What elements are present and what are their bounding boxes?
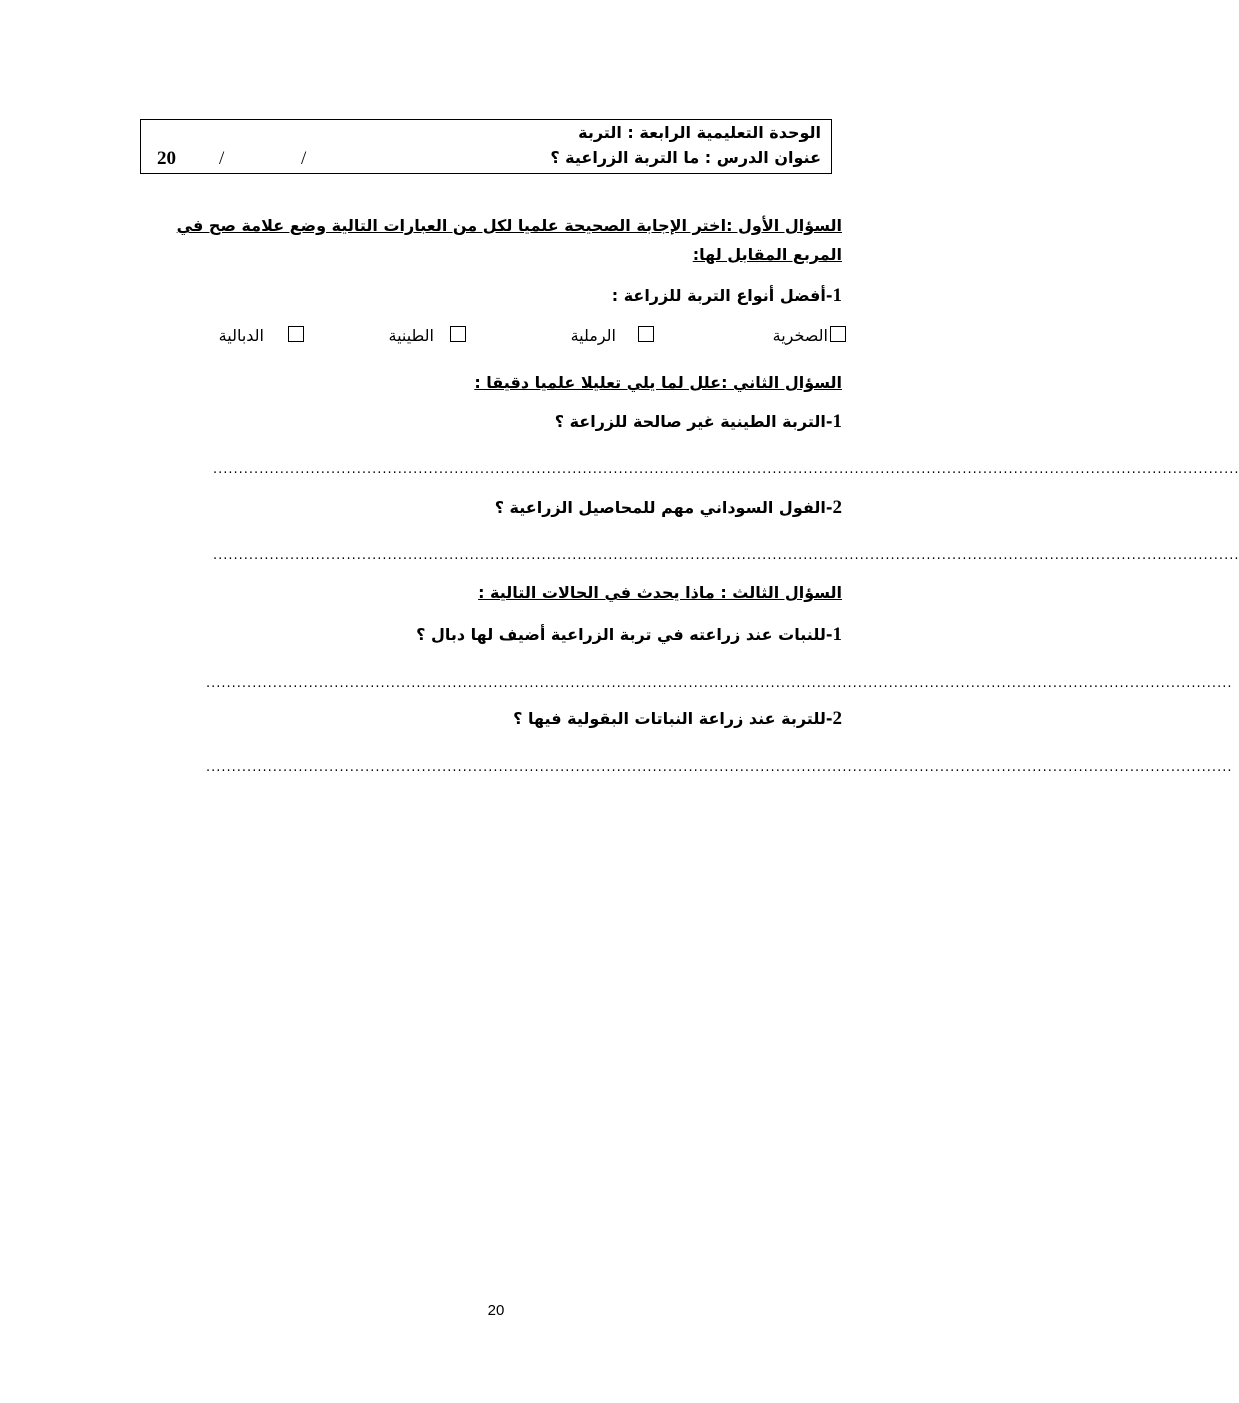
date-field xyxy=(141,148,341,170)
choice-label: الصخرية xyxy=(772,326,828,345)
header-box xyxy=(140,119,832,174)
checkbox[interactable] xyxy=(288,326,304,342)
item-number: 1 xyxy=(832,285,842,306)
choice-label: الدبالية xyxy=(218,326,264,345)
item-text: -للتربة عند زراعة النباتات البقولية فيها ؟ xyxy=(513,709,833,728)
unit-title: الوحدة التعليمية الرابعة : التربة xyxy=(578,123,821,142)
answer-line[interactable]: ........................................................................................................................................................................................................ xyxy=(206,760,1233,775)
q1-title-line2: المربع المقابل لها: xyxy=(692,245,842,264)
q3-title: السؤال الثالث : ماذا يحدث في الحالات التالية : xyxy=(478,583,842,602)
answer-line[interactable]: ........................................................................................................................................................................................................ xyxy=(213,462,1239,477)
q3-item-2 xyxy=(513,708,842,730)
checkbox[interactable] xyxy=(830,326,846,342)
q1-item-1 xyxy=(612,285,842,307)
date-year: 20 xyxy=(157,148,176,169)
date-separator: / xyxy=(301,148,307,169)
q2-item-2 xyxy=(495,497,842,519)
choice-rocky[interactable] xyxy=(773,326,846,345)
q1-title-line1: السؤال الأول :اختر الإجابة الصحيحة علميا لكل من العبارات التالية وضع علامة صح في xyxy=(176,216,842,235)
page-number: 20 xyxy=(487,1302,505,1319)
q2-item-1 xyxy=(555,411,842,433)
answer-line[interactable]: ........................................................................................................................................................................................................ xyxy=(213,548,1239,563)
q2-title: السؤال الثاني :علل لما يلي تعليلا علميا دقيقا : xyxy=(474,373,842,392)
choice-humus[interactable] xyxy=(219,326,304,345)
date-separator: / xyxy=(219,148,225,169)
item-number: 1 xyxy=(832,624,842,645)
q3-item-1 xyxy=(416,624,842,646)
item-text: -للنبات عند زراعته في تربة الزراعية أضيف لها دبال ؟ xyxy=(416,625,833,644)
choice-clay[interactable] xyxy=(388,326,466,345)
answer-line[interactable]: ........................................................................................................................................................................................................ xyxy=(206,676,1233,691)
choice-label: الطينية xyxy=(388,326,434,345)
item-text: -الفول السوداني مهم للمحاصيل الزراعية ؟ xyxy=(494,498,833,517)
choice-sandy[interactable] xyxy=(571,326,654,345)
lesson-title: عنوان الدرس : ما التربة الزراعية ؟ xyxy=(550,148,821,167)
item-number: 1 xyxy=(832,411,842,432)
checkbox[interactable] xyxy=(638,326,654,342)
choice-label: الرملية xyxy=(570,326,616,345)
checkbox[interactable] xyxy=(450,326,466,342)
item-number: 2 xyxy=(832,497,842,518)
item-number: 2 xyxy=(832,708,842,729)
item-text: -أفضل أنواع التربة للزراعة : xyxy=(611,286,833,305)
item-text: -التربة الطينية غير صالحة للزراعة ؟ xyxy=(554,412,833,431)
